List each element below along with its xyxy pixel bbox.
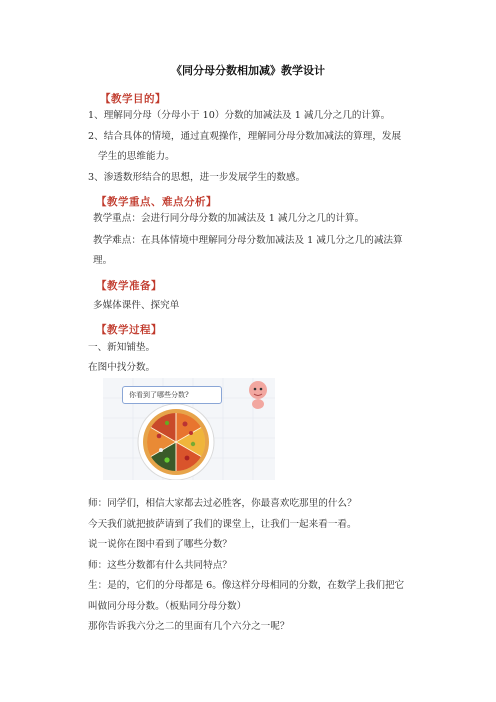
focus-line: 教学重点：会进行同分母分数的加减法及 1 减几分之几的计算。	[93, 213, 365, 224]
dialogue-line: 那你告诉我六分之二的里面有几个六分之一呢？	[88, 621, 290, 632]
dialogue-line: 师：这些分数都有什么共同特点？	[88, 560, 232, 571]
goal-item: 3、渗透数形结合的思想，进一步发展学生的数感。	[88, 172, 306, 183]
document-title: 《同分母分数相加减》教学设计	[171, 64, 325, 77]
goal-item: 2、结合具体的情境，通过直观操作，理解同分母分数加减法的算理，发展	[88, 131, 402, 142]
section-heading-prep: 【教学准备】	[96, 280, 162, 292]
section-heading-goal: 【教学目的】	[100, 93, 166, 105]
process-line: 在图中找分数。	[88, 362, 156, 373]
prep-text: 多媒体课件、探究单	[93, 300, 180, 311]
dialogue-line: 生：是的，它们的分母都是 6。像这样分母相同的分数，在数学上我们把它	[88, 580, 405, 591]
speech-bubble: 你看到了哪些分数?	[122, 386, 222, 404]
section-heading-focus: 【教学重点、难点分析】	[96, 196, 217, 208]
dialogue-line: 师：同学们，相信大家都去过必胜客，你最喜欢吃那里的什么？	[88, 498, 357, 509]
goal-item: 学生的思维能力。	[98, 151, 175, 162]
goal-item: 1、理解同分母（分母小于 10）分数的加减法及 1 减几分之几的计算。	[88, 110, 391, 121]
process-line: 一、新知铺垫。	[88, 342, 156, 353]
dialogue-line: 今天我们就把披萨请到了我们的课堂上，让我们一起来看一看。	[88, 519, 357, 530]
section-heading-process: 【教学过程】	[96, 324, 162, 336]
focus-line: 理。	[93, 255, 113, 266]
dialogue-line: 说一说你在图中看到了哪些分数？	[88, 539, 232, 550]
focus-line: 教学难点：在具体情境中理解同分母分数加减法及 1 减几分之几的减法算	[93, 235, 403, 246]
dialogue-line: 叫做同分母分数。（板贴同分母分数）	[88, 601, 247, 612]
